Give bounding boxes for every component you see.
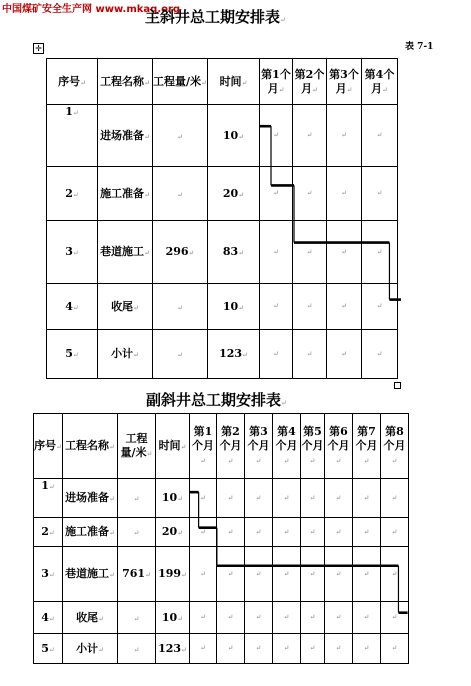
table-row <box>34 602 409 634</box>
t1-header-month-1: 第1个月↵ <box>260 59 293 105</box>
row-no: 2↵ <box>34 518 63 547</box>
t2-header-no: 序号↵ <box>34 414 63 479</box>
watermark: 中国煤矿安全生产网 www.mkaq.org <box>2 4 181 15</box>
row-name: 巷道施工↵ <box>63 547 118 602</box>
row-no: 2↵ <box>47 167 98 221</box>
row-qty: ↵ <box>153 105 208 167</box>
row-time: 199↵ <box>156 547 190 602</box>
row-name: 施工准备↵ <box>63 518 118 547</box>
row-qty: 296↵ <box>153 221 208 284</box>
table-row <box>34 479 409 518</box>
row-time: 123↵ <box>208 330 260 379</box>
table-number: 表 7-1 <box>405 42 434 52</box>
table-row <box>47 330 398 379</box>
table2-title: 副斜井总工期安排表↵ <box>146 391 287 409</box>
row-qty: ↵ <box>118 518 156 547</box>
table-move-handle-icon[interactable]: ✛ <box>33 43 44 54</box>
row-name: 小计↵ <box>63 634 118 664</box>
row-no: 4↵ <box>34 602 63 634</box>
t2-header-month-4: 第4个月↵ <box>273 414 301 479</box>
table-row <box>34 547 409 602</box>
row-no: 5↵ <box>47 330 98 379</box>
t2-header-qty: 工程量/米↵ <box>118 414 156 479</box>
t2-header-month-1: 第1个月↵ <box>190 414 217 479</box>
table2-header-row <box>34 414 409 479</box>
table1-header-row <box>47 59 398 105</box>
t1-header-month-3: 第3个月↵ <box>327 59 362 105</box>
table2-auxiliary-incline-schedule <box>33 413 409 664</box>
row-no: 5↵ <box>34 634 63 664</box>
row-qty: ↵ <box>118 479 156 518</box>
table-row <box>47 284 398 330</box>
row-time: 10↵ <box>156 479 190 518</box>
row-name: 进场准备↵ <box>98 105 153 167</box>
row-time: 20↵ <box>156 518 190 547</box>
row-qty: ↵ <box>153 330 208 379</box>
row-name: 施工准备↵ <box>98 167 153 221</box>
row-qty: ↵ <box>118 634 156 664</box>
t2-header-month-8: 第8个月↵ <box>381 414 409 479</box>
row-time: 20↵ <box>208 167 260 221</box>
row-no: 1↵ <box>47 105 98 167</box>
row-qty: ↵ <box>118 602 156 634</box>
row-name: 进场准备↵ <box>63 479 118 518</box>
table-row <box>47 221 398 284</box>
row-qty: 761↵ <box>118 547 156 602</box>
row-time: 123↵ <box>156 634 190 664</box>
row-no: 4↵ <box>47 284 98 330</box>
row-time: 10↵ <box>208 284 260 330</box>
t1-header-month-4: 第4个月↵ <box>362 59 398 105</box>
row-name: 收尾↵ <box>98 284 153 330</box>
t1-header-month-2: 第2个月↵ <box>293 59 327 105</box>
table-row <box>34 518 409 547</box>
row-qty: ↵ <box>153 167 208 221</box>
t1-header-time: 时间↵ <box>208 59 260 105</box>
row-time: 10↵ <box>156 602 190 634</box>
row-qty: ↵ <box>153 284 208 330</box>
row-time: 10↵ <box>208 105 260 167</box>
t2-header-month-7: 第7个月↵ <box>353 414 381 479</box>
row-name: 收尾↵ <box>63 602 118 634</box>
t2-header-name: 工程名称↵ <box>63 414 118 479</box>
row-no: 3↵ <box>34 547 63 602</box>
t2-header-month-5: 第5个月↵ <box>301 414 325 479</box>
table-row <box>47 105 398 167</box>
t1-header-no: 序号↵ <box>47 59 98 105</box>
row-name: 小计↵ <box>98 330 153 379</box>
row-name: 巷道施工↵ <box>98 221 153 284</box>
table-resize-handle-icon[interactable] <box>394 382 401 389</box>
t1-header-qty: 工程量/米↵ <box>153 59 208 105</box>
row-time: 83↵ <box>208 221 260 284</box>
t2-header-time: 时间↵ <box>156 414 190 479</box>
t1-header-name: 工程名称↵ <box>98 59 153 105</box>
row-no: 3↵ <box>47 221 98 284</box>
t2-header-month-2: 第2个月↵ <box>217 414 245 479</box>
t2-header-month-3: 第3个月↵ <box>245 414 273 479</box>
table1-main-incline-schedule <box>46 58 398 379</box>
row-no: 1↵ <box>34 479 63 518</box>
t2-header-month-6: 第6个月↵ <box>325 414 353 479</box>
table1-title: 主斜井总工期安排表↵ <box>145 8 286 26</box>
table-row <box>47 167 398 221</box>
table-row <box>34 634 409 664</box>
